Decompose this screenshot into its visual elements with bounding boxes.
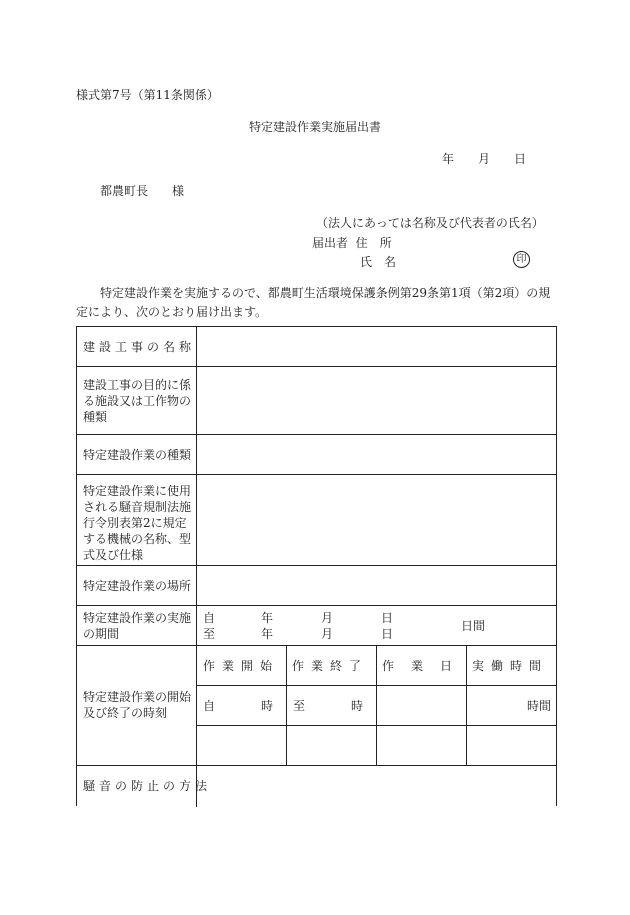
label-work-type: 特定建設作業の種類 [83,448,192,462]
header-work-day: 作業日 [382,659,470,673]
label-line: 特定建設作業の実施 [83,611,192,625]
corporation-note: （法人にあっては名称及び代表者の氏名） [316,216,544,230]
label-period [83,610,191,642]
label-line: る施設又は工作物の [83,394,192,408]
row-divider [77,645,556,646]
date-day: 日 [514,152,527,166]
form-id: 様式第7号（第11条関係） [76,88,219,102]
row-divider [77,565,556,566]
statement [76,284,556,322]
hours-to-hour: 時 [351,699,364,713]
row-divider [77,366,556,367]
row-divider [77,434,556,435]
label-hours [83,689,191,721]
period-from: 自 [203,611,216,625]
address-label: 住 所 [355,236,392,250]
column-divider [376,645,377,765]
filer-address-line [312,234,392,251]
period-days-count: 日間 [461,619,486,633]
column-divider [286,645,287,765]
label-line: 行令別表第2に規定 [83,516,187,530]
label-construction-name: 建設工事の名称 [83,340,196,354]
label-line: される騒音規制法施 [83,500,192,514]
statement-text: 特定建設作業を実施するので、都農町生活環境保護条例第29条第1項（第2項）の規定により、次のとおり届け出ます。 [76,286,551,319]
label-line: 特定建設作業に使用 [83,484,192,498]
label-line: 特定建設作業の開始 [83,690,192,704]
date-month: 月 [478,152,491,166]
header-actual-hours: 実働時間 [472,659,549,673]
hours-from: 自 [203,699,216,713]
label-line: の期間 [83,627,120,641]
date-year: 年 [442,152,455,166]
period-from-month: 月 [321,611,334,625]
period-from-year: 年 [261,611,274,625]
label-line: 式及び仕様 [83,548,144,562]
name-label: 氏 名 [360,255,397,269]
date-line [442,150,550,167]
row-divider [77,765,556,766]
row-divider [77,474,556,475]
period-to: 至 [203,627,216,641]
header-work-end: 作業終了 [292,659,369,673]
document-title: 特定建設作業実施届出書 [248,120,381,134]
row-divider [77,605,556,606]
notification-table [76,326,557,806]
hours-from-hour: 時 [261,699,274,713]
label-location: 特定建設作業の場所 [83,579,192,593]
label-facility-type [83,377,191,425]
period-to-year: 年 [261,627,274,641]
label-machinery [83,483,191,563]
seal-mark: 印 [513,251,530,268]
period-to-day: 日 [381,627,394,641]
label-line: する機械の名称、型 [83,532,192,546]
label-line: 及び終了の時刻 [83,706,168,720]
label-noise-prevention: 騒音の防止の方法 [83,779,212,793]
hours-to: 至 [293,699,306,713]
label-line: 種類 [83,410,108,424]
column-divider [196,327,197,807]
period-from-day: 日 [381,611,394,625]
label-line: 建設工事の目的に係 [83,378,192,392]
filer-label: 届出者 [312,236,349,250]
header-work-start: 作業開始 [203,659,280,673]
hours-total: 時間 [527,699,552,713]
addressee: 都農町長 様 [100,184,185,198]
period-to-month: 月 [321,627,334,641]
